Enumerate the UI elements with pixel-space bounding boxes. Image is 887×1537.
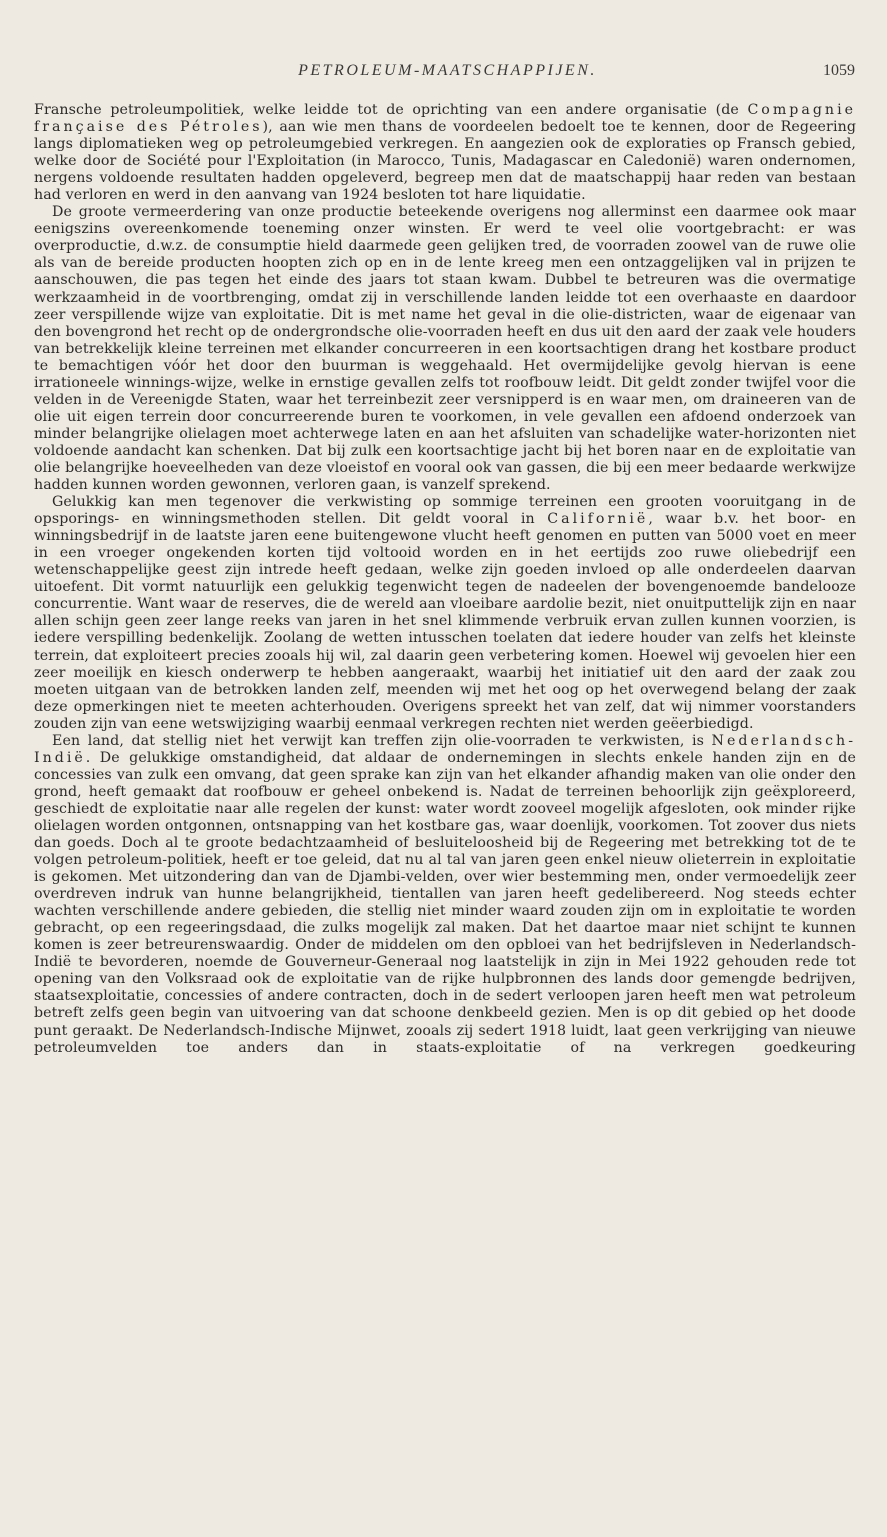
paragraph-4-emphasis: Nederlandsch-Indië <box>34 732 856 766</box>
paragraph-4-text-a: Een land, dat stellig niet het verwijt kan treffen zijn olie-voorraden te verkwisten, is <box>52 732 712 749</box>
paragraph-3 <box>34 494 856 733</box>
body-text <box>34 102 856 1057</box>
paragraph-3-text-a: Gelukkig kan men tegenover die verkwisting op sommige terreinen een grooten vooruitgang in de opsporings- en winningsmethoden stellen. Dit geldt vooral in <box>34 494 856 528</box>
page-header <box>40 62 855 84</box>
paragraph-2-text: De groote vermeerdering van onze productie beteekende overigens nog allerminst een daarmee ook maar eenigszins overeenkomende toeneming onzer winsten. Er werd te veel olie voortgebracht: er was overproductie, d.w.z. de consumptie hield daarmede geen gelijken tred, de voorraden zoowel van de ruwe olie als van de bereide producten hoopten zich op en in de lente kreeg men een ontzaggelijken val in prijzen te aanschouwen, die pas tegen het einde des jaars tot staan kwam. Dubbel te betreuren was die overmatige werkzaamheid in de voortbrenging, omdat zij in verschillende landen leidde tot een overhaaste en daardoor zeer verspillende wijze van exploitatie. Dit is met name het geval in die olie-districten, waar de eigenaar van den bovengrond het recht op de ondergrondsche olie-voorraden heeft en dus uit den aard der zaak vele houders van betrekkelijk kleine terreinen met elkander concurreeren in een koortsachtigen drang het kostbare product te bemachtigen vóór het door den buurman is weggehaald. Het overmijdelijke gevolg hiervan is eene irrationeele winnings-wijze, welke in ernstige gevallen zelfs tot roofbouw leidt. Dit geldt zonder twijfel voor die velden in de Vereenigde Staten, waar het terreinbezit zeer versnipperd is en waar men, om draineeren van de olie uit eigen terrein door concurreerende buren te voorkomen, in vele gevallen een afdoend onderzoek van minder belangrijke olielagen moet achterwege laten en aan het afsluiten van schadelijke water-horizonten niet voldoende aandacht kan schenken. Dat bij zulk een koortsachtige jacht bij het boren naar en de exploitatie van olie belangrijke hoeveelheden van deze vloeistof en vooral ook van gassen, die bij een meer bedaarde werkwijze hadden kunnen worden gewonnen, verloren gaan, is vanzelf sprekend. <box>34 204 856 494</box>
paragraph-4-text-b: . De gelukkige omstandigheid, dat aldaar de ondernemingen in slechts enkele handen zijn en de concessies van zulk een omvang, dat geen sprake kan zijn van het elkander afhandig maken van olie onder den grond, heeft gemaakt dat roofbouw er geheel onbekend is. Nadat de terreinen behoorlijk zijn geëxploreerd, geschiedt de exploitatie naar alle regelen der kunst: water wordt zooveel mogelijk afgesloten, ook minder rijke olielagen worden ontgonnen, ontsnapping van het kostbare gas, waar doenlijk, voorkomen. Tot zoover dus niets dan goeds. Doch al te groote bedachtzaamheid of besluiteloosheid bij de Regeering met betrekking tot de te volgen petroleum-politiek, heeft er toe geleid, dat nu al tal van jaren geen enkel nieuw olieterrein in exploitatie is gekomen. Met uitzondering dan van de Djambi-velden, over wier bestemming men, onder vermoedelijk zeer overdreven indruk van hunne belangrijkheid, tientallen van jaren heeft gedelibereerd. Nog steeds echter wachten verschillende andere gebieden, die stellig niet minder waard zouden zijn om in exploitatie te worden gebracht, op een regeeringsdaad, die zulks mogelijk zal maken. Dat het daartoe maar niet schijnt te kunnen komen is zeer betreurenswaardig. Onder de middelen om den opbloei van het bedrijfsleven in Nederlandsch-Indië te bevorderen, noemde de Gouverneur-Generaal nog laatstelijk in zijn in Mei 1922 gehouden rede tot opening van den Volksraad ook de exploitatie van de rijke hulpbronnen des lands door gemengde bedrijven, staatsexploitatie, concessies of andere contracten, doch in de sedert verloopen jaren heeft men wat petroleum betreft zelfs geen begin van uitvoering van dat schoone denkbeeld gezien. Men is op dit gebied op het doode punt geraakt. De Nederlandsch-Indische Mijnwet, zooals zij sedert 1918 luidt, laat geen verkrijging van nieuwe petroleumvelden toe anders dan in staats-exploitatie of na verkregen goedkeuring <box>34 749 856 1056</box>
paragraph-3-text-b: , waar b.v. het boor- en winningsbedrijf in de laatste jaren eene buitengewone vlucht heeft genomen en putten van 5000 voet en meer in een vroeger ongekenden korten tijd voltooid worden en in het eertijds zoo ruwe oliebedrijf een wetenschappelijke geest zijn intrede heeft gedaan, welke zijn goeden invloed op alle onderdeelen daarvan uitoefent. Dit vormt natuurlijk een gelukkig tegenwicht tegen de nadeelen der bovengenoemde bandelooze concurrentie. Want waar de reserves, die de wereld aan vloeibare aardolie bezit, niet onuitputtelijk zijn en naar allen schijn geen zeer lange reeks van jaren in het snel klimmende verbruik ervan zullen kunnen voorzien, is iedere verspilling bedenkelijk. Zoolang de wetten intusschen toelaten dat iedere houder van zelfs het kleinste terrein, dat exploiteert precies zooals hij wil, zal daarin geen verbetering komen. Hoewel wij gevoelen hier een zeer moeilijk en kiesch onderwerp te hebben aangeraakt, waarbij het initiatief uit den aard der zaak zou moeten uitgaan van de betrokken landen zelf, meenden wij met het oog op het overwegend belang der zaak deze opmerkingen niet te meeten achterhouden. Overigens spreekt het van zelf, dat wij nimmer voorstanders zouden zijn van eene wetswijziging waarbij eenmaal verkregen rechten niet werden geëerbiedigd. <box>34 511 856 732</box>
paragraph-4 <box>34 733 856 1057</box>
paragraph-2 <box>34 204 856 494</box>
paragraph-1-emphasis: Compagnie française des Pétroles <box>34 102 856 136</box>
paragraph-3-emphasis: Californië <box>547 511 649 528</box>
running-title: PETROLEUM-MAATSCHAPPIJEN. <box>298 62 597 79</box>
page-number: 1059 <box>823 62 855 79</box>
paragraph-1 <box>34 102 856 204</box>
paragraph-1-text-b: ), aan wie men thans de voordeelen bedoelt toe te kennen, door de Regeering langs diplomatieken weg op petroleumgebied verkregen. En aangezien ook de exploraties op Fransch gebied, welke door de Société pour l'Exploitation (in Marocco, Tunis, Madagascar en Caledonië) waren ondernomen, nergens voldoende resultaten hadden opgeleverd, begreep men dat de maatschappij haar reden van bestaan had verloren en werd in den aanvang van 1924 besloten tot hare liquidatie. <box>34 119 856 204</box>
paragraph-1-text-a: Fransche petroleumpolitiek, welke leidde tot de oprichting van een andere organisatie (de <box>34 102 748 118</box>
